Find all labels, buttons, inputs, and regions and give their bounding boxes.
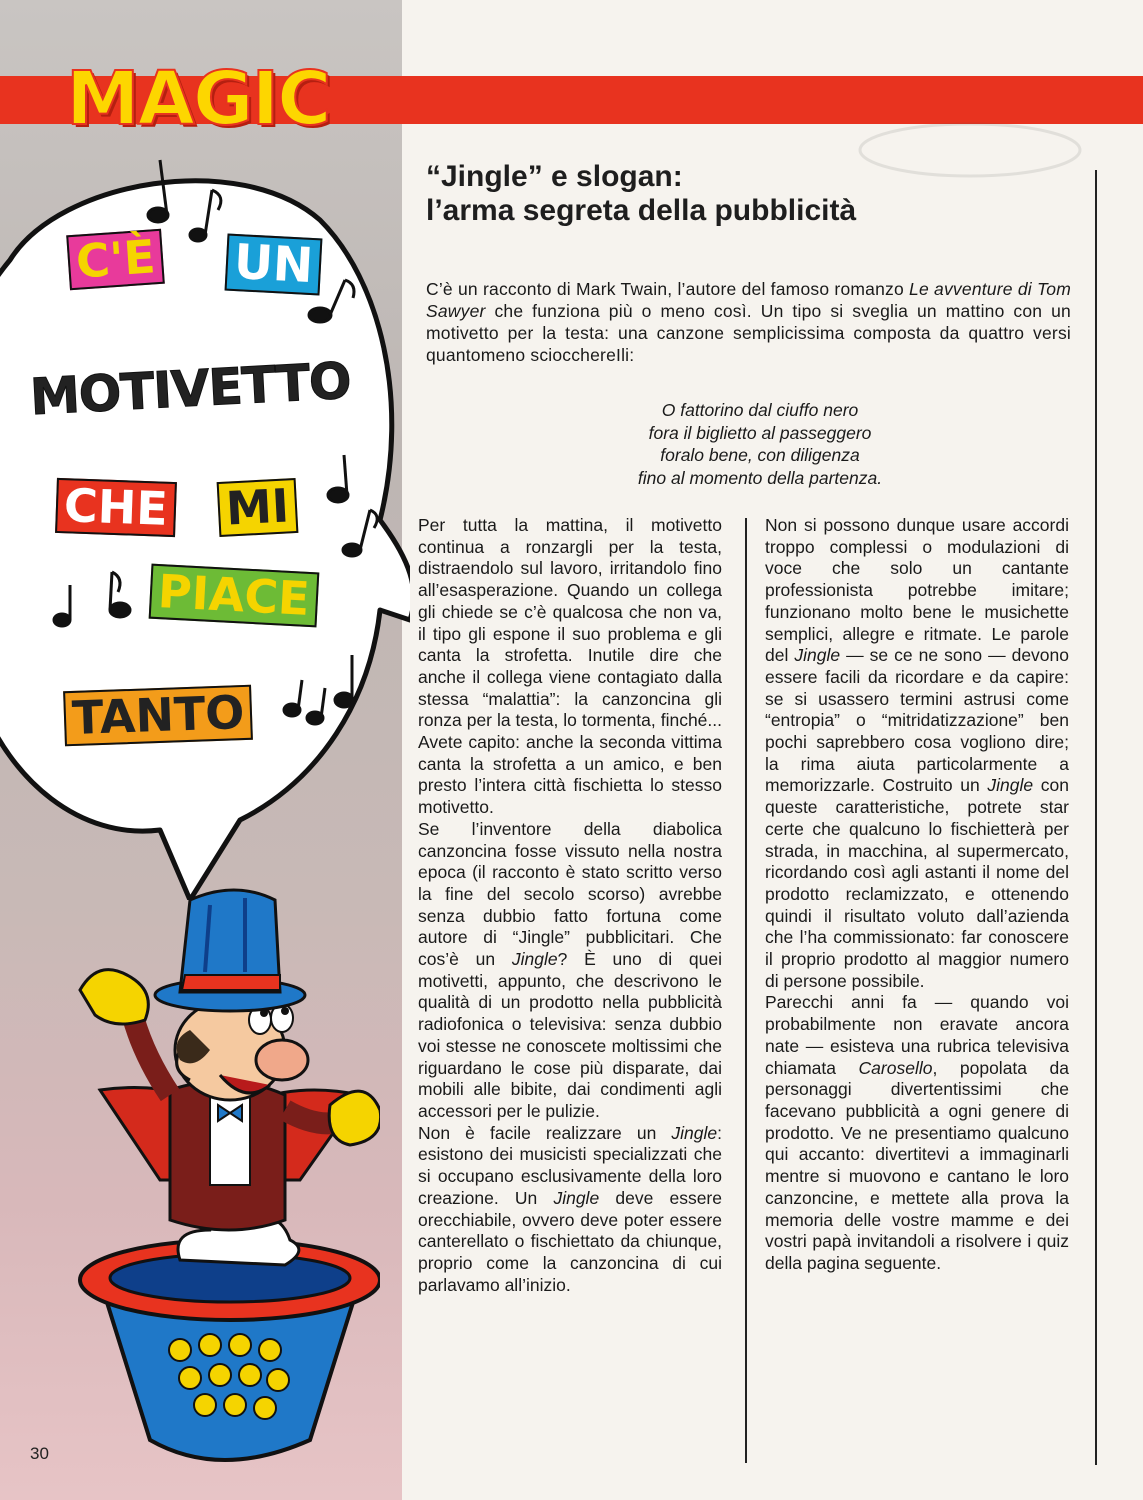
text-run: Non è facile realizzare un [418,1122,672,1143]
jingle-term: Jingle [794,645,841,666]
word-tile-ce: C'È [66,229,165,290]
section-title: MAGIC [66,56,330,142]
verse-line: O fattorino dal ciuffo nero [661,400,859,420]
jingle-term: Jingle [671,1122,718,1143]
verse-line: fino al momento della partenza. [637,467,883,488]
jingle-term: Jingle [553,1187,600,1208]
right-column-rule [1095,170,1097,1465]
verse-line: fora il biglietto al passeggero [648,422,872,443]
word-tile-mi: MI [217,478,299,537]
page-number: 30 [30,1444,49,1463]
body-column-left [418,515,722,1296]
body-paragraph [418,1123,722,1297]
carosello-term: Carosello [858,1057,933,1078]
intro-book-title: Le avventure di Tom Sawyer [426,279,1071,321]
word-motivetto: MOTIVETTO [28,351,352,427]
body-paragraph [418,819,722,1123]
text-run: — se ce ne sono — devono essere facili da ricordare e da capire: se si usassero termini astrusi come “entropia” o “mitridatizzazione” ben pochi saprebbero cosa vogliono dire; la rima aiuta particolarmente a memorizzarle. Costruito un [765,645,1070,796]
body-paragraph: Per tutta la mattina, il motivetto continua a ronzargli per la testa, distraendolo sul lavoro, irritandolo fino all’esasperazione. Quando un collega gli chiede se c’è qualcosa che non va, il tipo gli espone il suo problema e gli canta la strofetta. Inutile dire che anche il collega viene contagiato dalla stessa “malattia”: la canzoncina gli ronza per la testa, lo tormenta, finché... Avete capito: anche la seconda vittima canta la strofetta a un amico, e ben presto l’intera città fischietta lo stesso motivetto. [418,515,722,818]
verse-block [560,399,960,489]
headline-line-1: “Jingle” e slogan: [426,160,683,193]
intro-paragraph [426,278,1071,366]
text-run: : esistono dei musicisti specializzati che si occupano esclusivamente della loro creazione. Un [418,1122,722,1208]
body-paragraph [765,992,1069,1274]
column-divider [745,518,747,1463]
word-tile-un: UN [225,234,323,296]
headline-line-2: l’arma segreta della pubblicità [426,194,857,227]
text-run: deve essere orecchiabile, ovvero deve poter essere canterellato o fischiettato da chiunque, proprio come la canzoncina di cui parlavamo all’inizio. [418,1187,722,1295]
verse-line: foralo bene, con diligenza [660,445,860,465]
text-run: , popolata da personaggi divertentissimi che facevano pubblicità a ogni genere di prodotto. Ve ne presentiamo qualcuno qui accanto: divertitevi a immaginarli mentre si muovono e cantano le loro canzoncine, e mettete alla prova la memoria delle vostre mamme e dei vostri papà invitandoli a risolvere i quiz della pagina seguente. [765,1057,1070,1273]
text-run: Parecchi anni fa — quando voi probabilmente non eravate ancora nate — esisteva una rubrica televisiva chiamata [765,992,1069,1078]
text-run: Se l’inventore della diabolica canzoncina fosse vissuto nella nostra epoca (il racconto è stato scritto verso la fine del secolo scorso) avrebbe senza dubbio fatto fortuna come autore di “Jingle” pubblicitari. Che cos’è un [418,818,722,970]
intro-text-a: C’è un racconto di Mark Twain, l’autore del famoso romanzo [426,279,910,299]
jingle-term: Jingle [511,949,558,970]
text-run: Non si possono dunque usare accordi troppo complessi o modulazioni di voce che solo un cantante professionista potrebbe imitare; funzionano molto bene le musichette semplici, allegre e ritmate. Le parole del [765,515,1069,666]
word-tile-tanto: TANTO [63,685,253,746]
body-paragraph [765,515,1069,992]
intro-text-c: che funziona più o meno così. Un tipo si sveglia un mattino con un motivetto per la testa: una canzone semplicissima composta da quattro versi quantomeno sciocchereIli: [426,301,1071,365]
word-tile-che: CHE [55,478,177,537]
word-tile-piace: PIACE [149,564,319,627]
magician-mascot-illustration [60,880,380,1470]
body-column-right [765,515,1069,1275]
text-run: ? È uno di quei motivetti, appunto, che descrivono le qualità di un prodotto nella pubblicità radiofonica o televisiva: senza dubbio voi stesse ne conoscete moltissimi che riguardano le cose più disparate, dai mobili alle bibite, dai condimenti agli accessori per le pulizie. [418,949,723,1121]
jingle-term: Jingle [987,775,1034,796]
text-run: con queste caratteristiche, potrete star certe che qualcuno lo fischietterà per strada, in macchina, al supermercato, ricordando così agli astanti il nome del prodotto reclamizzato, e ottenendo quindi il risultato voluto dall’azienda che l’ha commissionato: far conoscere il proprio prodotto al maggior numero di persone possibile. [765,775,1069,991]
article-headline [426,160,1066,228]
